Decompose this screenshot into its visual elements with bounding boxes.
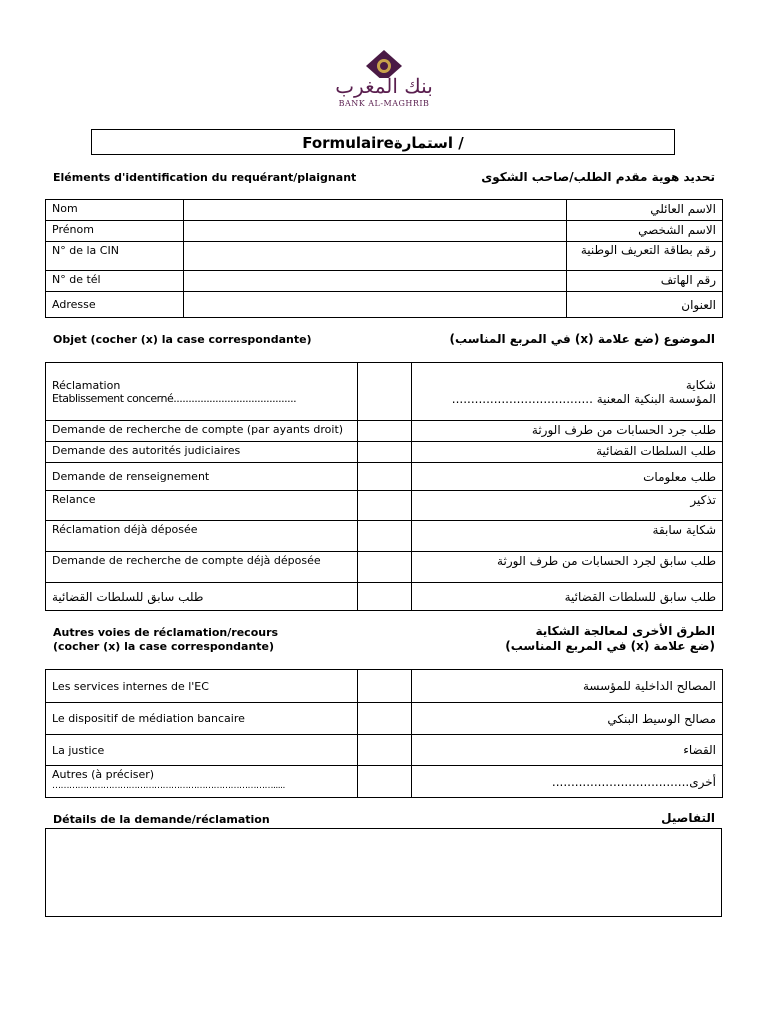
table-row <box>46 703 723 735</box>
table-row <box>46 491 723 521</box>
table-row <box>46 221 723 242</box>
previous-judicial-label: طلب سابق للسلطات القضائية <box>52 589 204 604</box>
field-label-fr: N° de la CIN <box>46 242 184 271</box>
objet-checkbox[interactable] <box>358 363 412 421</box>
reclamation-label-ar: شكاية <box>685 377 716 392</box>
table-row <box>46 766 723 798</box>
objet-label-ar <box>412 363 723 421</box>
identification-title-fr: Eléments d'identification du requérant/plaignant <box>53 171 357 184</box>
nom-field[interactable] <box>184 200 567 221</box>
bank-logo <box>328 48 440 110</box>
objet-label-fr <box>46 363 358 421</box>
identification-table <box>45 199 723 318</box>
voie-checkbox[interactable] <box>358 766 412 798</box>
objet-label-ar: طلب سابق لجرد الحسابات من طرف الورثة <box>412 552 723 583</box>
field-label-ar: الاسم الشخصي <box>567 221 723 242</box>
autres-voies-title-fr-2: (cocher (x) la case correspondante) <box>53 640 275 653</box>
objet-label-fr: Demande de recherche de compte déjà déposée <box>46 552 358 583</box>
objet-title-ar: الموضوع (ضع علامة (x) في المربع المناسب) <box>449 332 715 346</box>
field-label-ar: رقم بطاقة التعريف الوطنية <box>567 242 723 271</box>
objet-label-fr <box>46 583 358 611</box>
objet-title-fr: Objet (cocher (x) la case correspondante) <box>53 333 312 346</box>
field-label-fr: N° de tél <box>46 271 184 292</box>
table-row <box>46 242 723 271</box>
identification-title-ar: تحديد هوية مقدم الطلب/صاحب الشكوى <box>481 170 715 184</box>
objet-table <box>45 362 723 611</box>
autres-voies-table <box>45 669 723 798</box>
objet-label-ar: طلب السلطات القضائية <box>412 442 723 463</box>
voie-label-fr: Le dispositif de médiation bancaire <box>46 703 358 735</box>
voie-label-fr: Les services internes de l'EC <box>46 670 358 703</box>
objet-label-fr: Demande de recherche de compte (par ayants droit) <box>46 421 358 442</box>
objet-checkbox[interactable] <box>358 521 412 552</box>
logo-latin-text: BANK AL-MAGHRIB <box>338 99 430 108</box>
table-row <box>46 521 723 552</box>
form-title: Formulaireاستمارة / <box>91 129 675 155</box>
voie-label-fr: La justice <box>46 735 358 766</box>
autres-voies-title-ar-2: (ضع علامة (x) في المربع المناسب) <box>505 639 715 653</box>
objet-checkbox[interactable] <box>358 583 412 611</box>
table-row <box>46 292 723 318</box>
autres-voies-title-fr-1: Autres voies de réclamation/recours <box>53 626 279 639</box>
field-label-fr: Prénom <box>46 221 184 242</box>
field-label-fr: Adresse <box>46 292 184 318</box>
objet-checkbox[interactable] <box>358 491 412 521</box>
autres-dots: ……………………………………………………………………..... <box>52 781 285 791</box>
details-field[interactable] <box>45 828 722 917</box>
autres-label: Autres (à préciser) <box>52 768 155 781</box>
tel-field[interactable] <box>184 271 567 292</box>
field-label-fr: Nom <box>46 200 184 221</box>
voie-label-ar: أخرى.................................... <box>412 766 723 798</box>
etablissement-label-ar: المؤسسة البنكية المعنية ..................................... <box>451 391 716 406</box>
objet-label-ar: طلب سابق للسلطات القضائية <box>412 583 723 611</box>
table-row <box>46 552 723 583</box>
objet-label-ar: شكاية سابقة <box>412 521 723 552</box>
adresse-field[interactable] <box>184 292 567 318</box>
table-row <box>46 200 723 221</box>
objet-checkbox[interactable] <box>358 552 412 583</box>
voie-checkbox[interactable] <box>358 670 412 703</box>
cin-field[interactable] <box>184 242 567 271</box>
details-title-fr: Détails de la demande/réclamation <box>53 813 270 826</box>
prenom-field[interactable] <box>184 221 567 242</box>
objet-label-ar: طلب معلومات <box>412 463 723 491</box>
reclamation-label: Réclamation <box>52 378 121 392</box>
logo-arabic-text: بنك المغرب <box>335 74 433 98</box>
objet-checkbox[interactable] <box>358 421 412 442</box>
voie-label-ar: المصالح الداخلية للمؤسسة <box>412 670 723 703</box>
table-row <box>46 583 723 611</box>
field-label-ar: رقم الهاتف <box>567 271 723 292</box>
voie-checkbox[interactable] <box>358 703 412 735</box>
table-row <box>46 421 723 442</box>
voie-checkbox[interactable] <box>358 735 412 766</box>
table-row <box>46 271 723 292</box>
objet-checkbox[interactable] <box>358 463 412 491</box>
field-label-ar: العنوان <box>567 292 723 318</box>
details-title-ar: التفاصيل <box>661 811 715 825</box>
voie-label-ar: القضاء <box>412 735 723 766</box>
autres-voies-title-ar-1: الطرق الأخرى لمعالجة الشكاية <box>535 624 715 638</box>
objet-label-fr: Demande des autorités judiciaires <box>46 442 358 463</box>
table-row <box>46 735 723 766</box>
objet-checkbox[interactable] <box>358 442 412 463</box>
objet-label-ar: تذكير <box>412 491 723 521</box>
table-row <box>46 463 723 491</box>
field-label-ar: الاسم العائلي <box>567 200 723 221</box>
objet-label-fr: Demande de renseignement <box>46 463 358 491</box>
table-row <box>46 670 723 703</box>
objet-label-ar: طلب جرد الحسابات من طرف الورثة <box>412 421 723 442</box>
etablissement-label: Etablissement concerné......................................... <box>52 391 297 405</box>
objet-label-fr: Relance <box>46 491 358 521</box>
voie-label-fr <box>46 766 358 798</box>
table-row <box>46 442 723 463</box>
objet-label-fr: Réclamation déjà déposée <box>46 521 358 552</box>
table-row <box>46 363 723 421</box>
voie-label-ar: مصالح الوسيط البنكي <box>412 703 723 735</box>
